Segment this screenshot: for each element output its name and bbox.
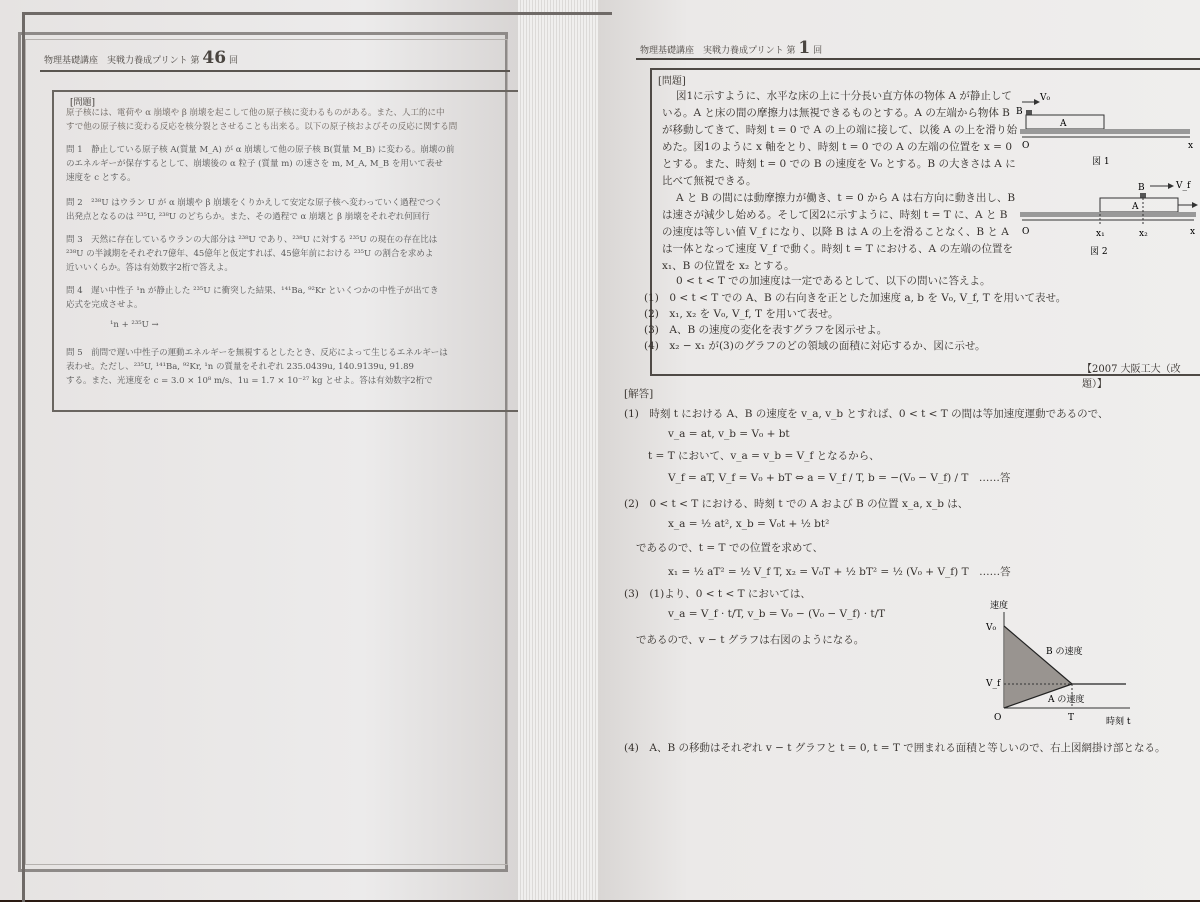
figure-1	[1010, 82, 1200, 172]
problem-line: 0 < t < T での加速度は一定であるとして、以下の問いに答えよ。	[676, 275, 991, 287]
fig2-vf-arrowhead-a	[1192, 202, 1198, 208]
answer-equation: x₁ = ½ aT² = ½ V_f T, x₂ = V₀T + ½ bT² = ½ (V₀ + V_f) T ……答	[668, 566, 1011, 578]
problem-question: (4) x₂ − x₁ が(3)のグラフのどの領域の面積に対応するか、図に示せ。	[644, 340, 986, 352]
problem-line: とする。また、時刻 t = 0 での B の速度を V₀ とする。B の大きさは A に	[662, 158, 1016, 170]
answer-equation: v_a = at, v_b = V₀ + bt	[668, 428, 790, 440]
answer-equation: v_a = V_f · t/T, v_b = V₀ − (V₀ − V_f) · t/T	[668, 608, 886, 620]
left-header-suffix: 回	[228, 56, 238, 66]
graph-t-label: T	[1068, 713, 1075, 723]
fig1-block-b	[1026, 110, 1032, 115]
answer-line: t = T において、v_a = v_b = V_f となるから、	[648, 450, 880, 462]
graph-x-label: 時刻 t	[1106, 717, 1131, 727]
problem-line: めた。図1のように x 軸をとり、時刻 t = 0 での A の左端の位置を x = 0	[662, 141, 1012, 153]
answer-line: (1) 時刻 t における A、B の速度を v_a, v_b とすれば、0 < t < T の間は等加速度運動であるので、	[624, 408, 1109, 420]
problem-line: は速さが減少し始める。そして図2に示すように、時刻 t = T に、A と B	[662, 209, 1008, 221]
graph-y-label: 速度	[990, 601, 1009, 611]
fig2-x1-label: x₁	[1096, 229, 1105, 239]
problem-question: (2) x₁, x₂ を V₀, V_f, T を用いて表せ。	[644, 308, 839, 320]
fig2-x2-label: x₂	[1139, 229, 1148, 239]
right-header-suffix: 回	[813, 46, 823, 56]
fig2-caption: 図 2	[1090, 247, 1108, 257]
problem-line: の速度は等しい値 V_f になり、以降 B は A の上を滑ることなく、B と A	[662, 226, 1009, 238]
fig1-v0-label: V₀	[1040, 93, 1051, 103]
answer-line: であるので、t = T での位置を求めて、	[636, 542, 824, 554]
answer-equation: V_f = aT, V_f = V₀ + bT ⇔ a = V_f / T, b = −(V₀ − V_f) / T ……答	[668, 472, 1011, 484]
right-header-series: 物理基礎講座 実戦力養成プリント	[640, 46, 784, 56]
left-question-line: のエネルギーが保存するとして、崩壊後の α 粒子 (質量 m) の速さを m, M_A, M_B を用いて表せ	[66, 159, 443, 169]
problem-source: 【2007 大阪工大（改題）】	[1082, 364, 1181, 390]
problem-line: 図1に示すように、水平な床の上に十分長い直方体の物体 A が静止して	[676, 90, 1012, 102]
right-header-number: 1	[798, 38, 811, 58]
left-question-line: 問 1 静止している原子核 A(質量 M_A) が α 崩壊して他の原子核 B(質量 M_B) に変わる。崩壊の前	[66, 145, 455, 155]
fig2-vf-label: V_f	[1176, 181, 1191, 191]
fig1-caption: 図 1	[1092, 157, 1110, 167]
left-intro-line: 原子核には、電荷や α 崩壊や β 崩壊を起こして他の原子核に変わるものがある。また、人工的に中	[66, 108, 445, 118]
left-question-line: 問 3 天然に存在しているウランの大部分は ²³⁸U であり、²³⁸U に対する ²³⁵U の現在の存在比は	[66, 235, 438, 245]
problem-line: いる。A と床の間の摩擦力は無視できるものとする。A の左端から物体 B	[662, 107, 1010, 119]
problem-line: が移動してきて、時刻 t = 0 で A の上の端に接して、以後 A の上を滑り始	[662, 124, 1018, 136]
graph-origin-label: O	[994, 713, 1002, 723]
left-question-line: 問 5 前問で遅い中性子の運動エネルギーを無視するとしたとき、反応によって生じるエネルギーは	[66, 348, 448, 358]
figure-2	[1010, 178, 1200, 264]
left-question-line: 速度を c とする。	[66, 173, 136, 183]
fig2-block-b	[1140, 193, 1146, 198]
left-question-line: 問 2 ²³⁸U はウラン U が α 崩壊や β 崩壊をくりかえして安定な原子核へ変わっていく過程でつく	[66, 198, 443, 208]
fig1-a-label: A	[1060, 119, 1067, 129]
fig2-b-label: B	[1138, 183, 1145, 193]
answer-equation: x_a = ½ at², x_b = V₀t + ½ bt²	[668, 518, 830, 530]
left-intro-line: すで他の原子核に変わる反応を核分裂とさせることも出来る。以下の原子核およびその反応に関する問	[66, 122, 458, 132]
left-question-line: ²³⁸U の半減期をそれぞれ7億年、45億年と仮定すれば、45億年前における ²³⁵U の割合を求めよ	[66, 249, 434, 259]
graph-b-label: B の速度	[1046, 647, 1083, 657]
problem-question: (1) 0 < t < T での A、B の右向きを正とした加速度 a, b を V₀, V_f, T を用いて表せ。	[644, 292, 1067, 304]
graph-a-label: A の速度	[1048, 695, 1085, 705]
problem-line: x₁、B の位置を x₂ とする。	[662, 260, 795, 272]
left-header-prefix: 第	[190, 56, 200, 66]
left-header-number: 46	[202, 48, 227, 68]
fig1-floor	[1020, 129, 1190, 134]
right-page-header	[640, 38, 822, 58]
problem-line: は一体となって速度 V_f で動く。時刻 t = T における、A の左端の位置を	[662, 243, 1013, 255]
problem-line: 比べて無視できる。	[662, 175, 757, 187]
left-question-line: 問 4 遅い中性子 ¹n が静止した ²³⁵U に衝突した結果、¹⁴¹Ba, ⁹²Kr といくつかの中性子が出てき	[66, 286, 439, 296]
left-equation-line: ¹n + ²³⁵U →	[110, 320, 159, 330]
answer-line: (3) (1)より、0 < t < T においては、	[624, 588, 811, 600]
answer-line: であるので、v − t グラフは右図のようになる。	[636, 634, 865, 646]
answer-label: [解答]	[624, 388, 654, 400]
fig1-origin-label: O	[1022, 141, 1030, 151]
fig2-a-label: A	[1132, 202, 1139, 212]
fig2-origin-label: O	[1022, 227, 1030, 237]
problem-question: (3) A、B の速度の変化を表すグラフを図示せよ。	[644, 324, 888, 336]
right-header-rule	[636, 58, 1200, 60]
fig1-x-label: x	[1188, 141, 1194, 151]
velocity-time-graph	[980, 596, 1140, 730]
left-problem-label: [問題]	[70, 98, 96, 108]
fig2-x-label: x	[1190, 227, 1196, 237]
left-question-line: する。また、光速度を c = 3.0 × 10⁸ m/s、1u = 1.7 × 10⁻²⁷ kg とせよ。答は有効数字2桁で	[66, 376, 433, 386]
left-question-line: 表わせ。ただし、²³⁵U, ¹⁴¹Ba, ⁹²Kr, ¹n の質量をそれぞれ 235.0439u, 140.9139u, 91.89	[66, 362, 414, 372]
fig1-b-label: B	[1016, 107, 1023, 117]
graph-v0-label: V₀	[986, 623, 997, 633]
left-question-line: 応式を完成させよ。	[66, 300, 143, 310]
answer-line: (4) A、B の移動はそれぞれ v − t グラフと t = 0, t = T で囲まれる面積と等しいので、右上図網掛け部となる。	[624, 742, 1166, 754]
problem-line: A と B の間には動摩擦力が働き、t = 0 から A は右方向に動き出し、B	[676, 192, 1016, 204]
fig2-vf-arrowhead-b	[1168, 183, 1174, 189]
graph-vf-label: V_f	[986, 679, 1001, 689]
answer-line: (2) 0 < t < T における、時刻 t での A および B の位置 x_a, x_b は、	[624, 498, 969, 510]
left-question-line: 近いいくらか。答は有効数字2桁で答えよ。	[66, 263, 233, 273]
fig2-block-a	[1100, 198, 1178, 212]
left-header-series: 物理基礎講座 実戦力養成プリント	[44, 56, 188, 66]
right-header-prefix: 第	[786, 46, 796, 56]
fig2-floor	[1020, 212, 1196, 217]
right-page-frame	[22, 12, 612, 902]
left-question-line: 出発点となるのは ²³⁵U, ²³⁸U のどちらか。また、その過程で α 崩壊と β 崩壊をそれぞれ何回行	[66, 212, 430, 222]
right-problem-label: [問題]	[658, 76, 686, 87]
